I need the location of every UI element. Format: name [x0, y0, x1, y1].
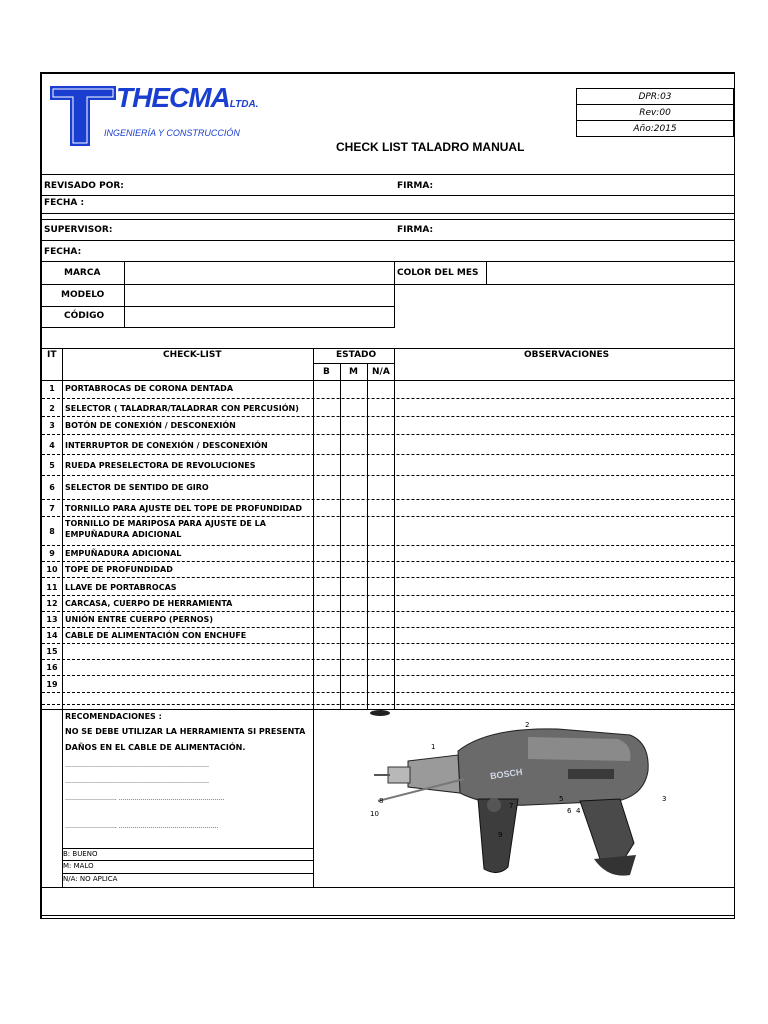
drill-label-9: 9 — [498, 831, 503, 839]
header-observaciones: OBSERVACIONES — [524, 350, 610, 360]
row-item: TORNILLO DE MARIPOSA PARA AJUSTE DE LA EMPUÑADURA ADICIONAL — [65, 519, 266, 539]
header-estado: ESTADO — [336, 350, 377, 360]
page-title: CHECK LIST TALADRO MANUAL — [336, 140, 525, 154]
row-item: SELECTOR DE SENTIDO DE GIRO — [65, 483, 209, 492]
drill-label-10: 10 — [370, 810, 379, 818]
row-item: TORNILLO PARA AJUSTE DEL TOPE DE PROFUNDIDAD — [65, 504, 302, 513]
revisado-por-label: REVISADO POR: — [44, 181, 124, 191]
header-b: B — [323, 367, 330, 377]
fecha-label-1: FECHA : — [44, 198, 85, 208]
row-number: 12 — [46, 599, 58, 608]
row-number: 1 — [49, 384, 55, 393]
row-number: 13 — [46, 615, 58, 624]
drill-brand: BOSCH — [489, 766, 524, 782]
header-checklist: CHECK-LIST — [163, 350, 222, 360]
row-item: PORTABROCAS DE CORONA DENTADA — [65, 384, 234, 393]
legend-m: M: MALO — [63, 862, 94, 870]
header-it: IT — [47, 350, 57, 360]
row-number: 10 — [46, 565, 58, 574]
row-number: 15 — [46, 647, 58, 656]
drill-icon — [368, 709, 674, 885]
drill-illustration — [368, 709, 674, 885]
row-number: 19 — [46, 680, 58, 689]
header-na: N/A — [372, 367, 390, 377]
company-tagline: INGENIERÍA Y CONSTRUCCIÓN — [104, 128, 240, 138]
row-number: 3 — [49, 421, 55, 430]
dotted-line-2: ……………………………………………………………… — [65, 778, 209, 785]
row-number: 11 — [46, 583, 58, 592]
company-suffix: LTDA. — [229, 99, 259, 110]
company-name — [116, 84, 258, 112]
recommendation-line-1: NO SE DEBE UTILIZAR LA HERRAMIENTA SI PRESENTA — [65, 727, 306, 736]
modelo-label: MODELO — [61, 290, 105, 300]
drill-label-8: 8 — [379, 797, 384, 805]
fecha-label-2: FECHA: — [44, 247, 82, 257]
recommendation-line-2: DAÑOS EN EL CABLE DE ALIMENTACIÓN. — [65, 743, 246, 752]
recommendations-title: RECOMENDACIONES : — [65, 712, 162, 721]
row-item: EMPUÑADURA ADICIONAL — [65, 549, 182, 558]
row-number: 16 — [46, 663, 58, 672]
row-item: BOTÓN DE CONEXIÓN / DESCONEXIÓN — [65, 421, 236, 430]
row-number: 4 — [49, 441, 55, 450]
row-item: UNIÓN ENTRE CUERPO (PERNOS) — [65, 615, 213, 624]
codigo-label: CÓDIGO — [64, 311, 105, 321]
row-item: LLAVE DE PORTABROCAS — [65, 583, 177, 592]
legend-na: N/A: NO APLICA — [63, 875, 118, 883]
row-number: 14 — [46, 631, 58, 640]
row-item: TOPE DE PROFUNDIDAD — [65, 565, 173, 574]
dotted-line-3: …………………….. …………………………………………….. — [65, 795, 225, 802]
firma-label-1: FIRMA: — [397, 181, 434, 191]
doc-year: Año:2015 — [576, 120, 734, 137]
drill-label-1: 1 — [431, 743, 436, 751]
row-number: 2 — [49, 404, 55, 413]
drill-label-5: 5 — [559, 795, 564, 803]
row-item: RUEDA PRESELECTORA DE REVOLUCIONES — [65, 461, 256, 470]
row-item: CARCASA, CUERPO DE HERRAMIENTA — [65, 599, 233, 608]
drill-label-3: 3 — [662, 795, 667, 803]
doc-code: DPR:03 — [576, 88, 734, 105]
row-number: 7 — [49, 504, 55, 513]
legend-b: B: BUENO — [63, 850, 98, 858]
row-item: SELECTOR ( TALADRAR/TALADRAR CON PERCUSIÓN) — [65, 404, 299, 413]
header-m: M — [349, 367, 358, 377]
drill-label-6: 6 — [567, 807, 572, 815]
marca-label: MARCA — [64, 268, 101, 278]
dotted-line-4: …………………….. ………………………………………….. — [65, 823, 219, 830]
row-number: 6 — [49, 483, 55, 492]
row-number: 9 — [49, 549, 55, 558]
firma-label-2: FIRMA: — [397, 225, 434, 235]
row-number: 5 — [49, 461, 55, 470]
dotted-line-1: ……………………………………………………………… — [65, 762, 209, 769]
drill-label-4: 4 — [576, 807, 581, 815]
company-name-text: THECMA — [116, 82, 230, 113]
color-mes-label: COLOR DEL MES — [397, 268, 479, 278]
drill-label-2: 2 — [525, 721, 530, 729]
drill-label-7: 7 — [509, 802, 514, 810]
row-number: 8 — [49, 527, 55, 536]
doc-rev: Rev:00 — [576, 104, 734, 121]
row-item: CABLE DE ALIMENTACIÓN CON ENCHUFE — [65, 631, 247, 640]
supervisor-label: SUPERVISOR: — [44, 225, 113, 235]
row-item: INTERRUPTOR DE CONEXIÓN / DESCONEXIÓN — [65, 441, 268, 450]
